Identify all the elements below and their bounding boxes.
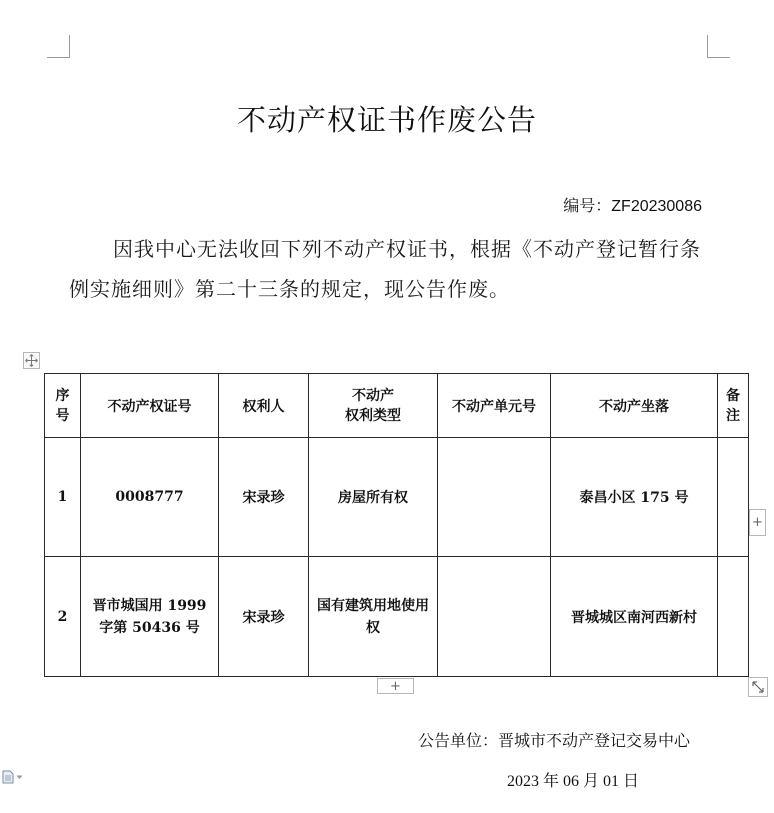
page-icon — [2, 770, 14, 784]
table-resize-handle[interactable] — [748, 677, 768, 697]
table-row — [45, 438, 749, 557]
cell-right-type: 房屋所有权 — [309, 438, 438, 557]
move-handle-icon — [25, 354, 38, 367]
cell-note — [718, 557, 749, 677]
add-row-icon: + — [390, 678, 401, 694]
issuer: 公告单位：晋城市不动产登记交易中心 — [417, 731, 690, 750]
document-number — [563, 193, 702, 216]
certificate-table — [44, 373, 749, 677]
header-location: 不动产坐落 — [551, 374, 718, 438]
header-holder: 权利人 — [219, 374, 309, 438]
cell-location: 泰昌小区 175 号 — [551, 438, 718, 557]
table-header-row — [45, 374, 749, 438]
add-column-button[interactable] — [749, 509, 766, 536]
document-number-value: ZF20230086 — [611, 198, 702, 215]
dropdown-arrow-icon — [16, 775, 23, 780]
header-right-type: 不动产 权利类型 — [309, 374, 438, 438]
table-row — [45, 557, 749, 677]
document-number-label: 编号： — [563, 196, 612, 215]
cell-note — [718, 438, 749, 557]
add-row-button[interactable] — [377, 678, 414, 694]
issue-date: 2023 年 06 月 01 日 — [506, 773, 639, 790]
body-paragraph: 因我中心无法收回下列不动产权证书，根据《不动产登记暂行条例实施细则》第二十三条的规定，现公告作废。 — [69, 237, 701, 301]
cell-location: 晋城城区南河西新村 — [551, 557, 718, 677]
page-options-menu[interactable] — [2, 770, 23, 784]
table-move-handle[interactable] — [23, 352, 40, 369]
header-cert-no: 不动产权证号 — [81, 374, 219, 438]
header-unit-no: 不动产单元号 — [438, 374, 551, 438]
cell-right-type: 国有建筑用地使用权 — [309, 557, 438, 677]
header-seq: 序 号 — [45, 374, 81, 438]
cell-seq: 1 — [45, 438, 81, 557]
cell-holder: 宋录珍 — [219, 557, 309, 677]
crop-mark-top-right — [707, 35, 730, 58]
cell-cert-no: 0008777 — [81, 438, 219, 557]
header-note: 备 注 — [718, 374, 749, 438]
resize-icon — [751, 680, 765, 694]
cell-unit-no — [438, 557, 551, 677]
cell-holder: 宋录珍 — [219, 438, 309, 557]
cell-seq: 2 — [45, 557, 81, 677]
page-title: 不动产权证书作废公告 — [236, 103, 537, 137]
cell-unit-no — [438, 438, 551, 557]
cell-cert-no: 晋市城国用 1999 字第 50436 号 — [81, 557, 219, 677]
add-column-icon: + — [752, 515, 763, 530]
crop-mark-top-left — [47, 35, 70, 58]
